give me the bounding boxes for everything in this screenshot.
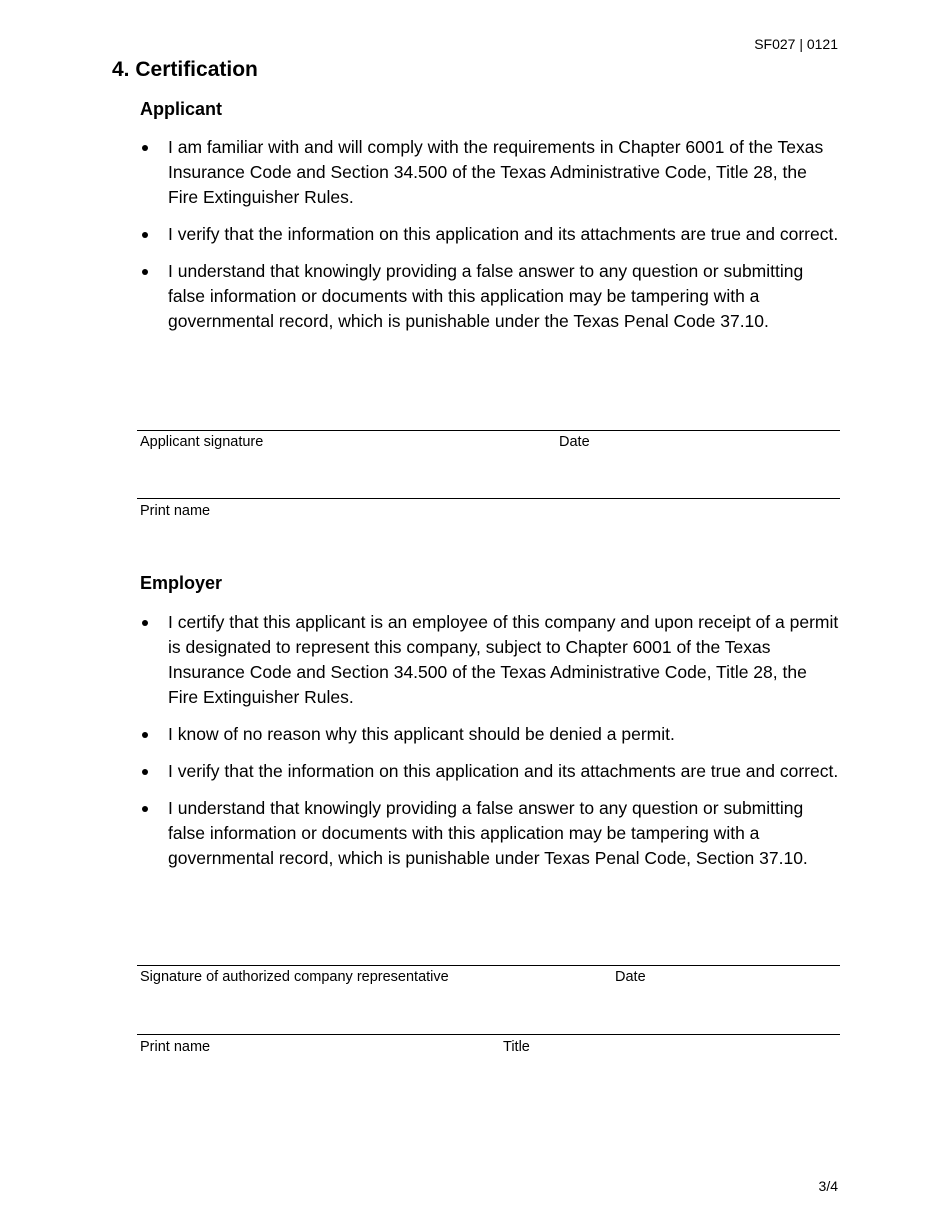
employer-statements (140, 610, 840, 883)
employer-print-name-label: Print name (140, 1039, 211, 1055)
applicant-statement-false-answer: I understand that knowingly providing a false answer to any question or submitting false information or documents with this application may be tampering with a governmental record, which is punishable under the Texas Penal Code 37.10. (140, 259, 840, 334)
employer-signature-line[interactable] (137, 965, 840, 966)
applicant-statement-compliance: I am familiar with and will comply with the requirements in Chapter 6001 of the Texas Insurance Code and Section 34.500 of the Texas Administrative Code, Title 28, the Fire Extinguisher Rules. (140, 135, 840, 210)
employer-statement-certify: I certify that this applicant is an employee of this company and upon receipt of a permit is designated to represent this company, subject to Chapter 6001 of the Texas Insurance Code and Section 34.500 of the Texas Administrative Code, Title 28, the Fire Extinguisher Rules. (140, 610, 840, 710)
employer-date-label: Date (615, 969, 646, 985)
applicant-statements (140, 135, 840, 346)
section-title: 4. Certification (112, 58, 258, 81)
form-id: SF027 | 0121 (754, 36, 838, 52)
employer-print-name-line[interactable] (137, 1034, 840, 1035)
applicant-heading: Applicant (140, 99, 223, 119)
employer-statement-no-reason: I know of no reason why this applicant should be denied a permit. (140, 722, 840, 747)
employer-signature-label: Signature of authorized company representative (140, 969, 449, 985)
applicant-print-name-label: Print name (140, 503, 211, 519)
page-number: 3/4 (818, 1178, 838, 1194)
employer-statement-false-answer: I understand that knowingly providing a false answer to any question or submitting false information or documents with this application may be tampering with a governmental record, which is punishable under Texas Penal Code, Section 37.10. (140, 796, 840, 871)
applicant-signature-line[interactable] (137, 430, 840, 431)
applicant-signature-label: Applicant signature (140, 434, 264, 450)
employer-title-label: Title (503, 1039, 530, 1055)
applicant-statement-verify: I verify that the information on this application and its attachments are true and correct. (140, 222, 840, 247)
applicant-print-name-line[interactable] (137, 498, 840, 499)
applicant-date-label: Date (559, 434, 590, 450)
employer-heading: Employer (140, 573, 223, 593)
employer-statement-verify: I verify that the information on this application and its attachments are true and correct. (140, 759, 840, 784)
